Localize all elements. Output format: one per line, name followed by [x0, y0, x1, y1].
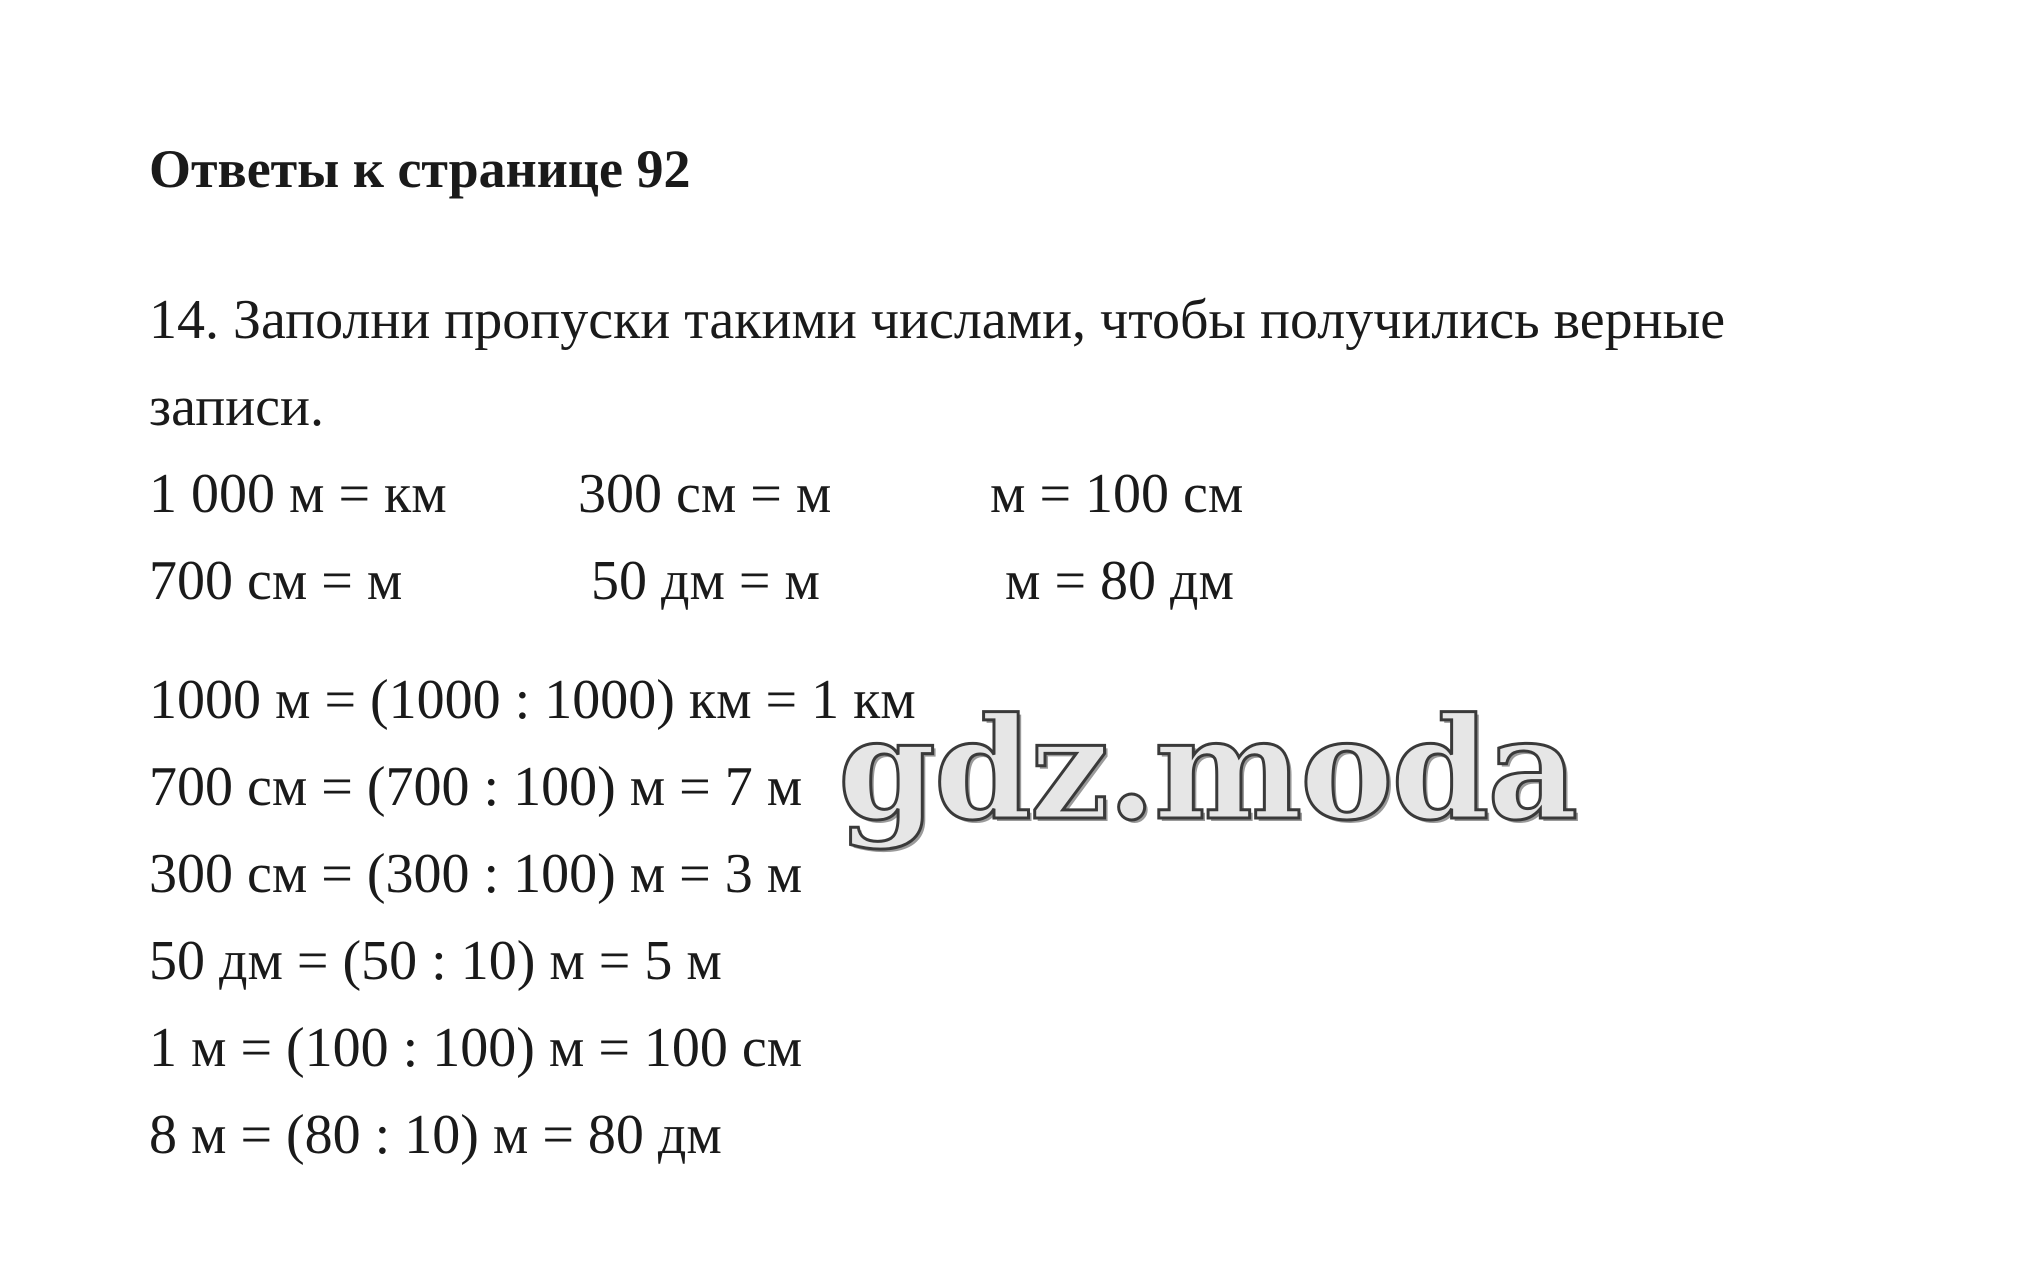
page-title: Ответы к странице 92 [149, 139, 691, 199]
exercise-item-2: 300 см = м [578, 463, 832, 525]
answer-line-5: 1 м = (100 : 100) м = 100 см [149, 1017, 803, 1079]
exercise-item-1: 1 000 м = км [149, 463, 447, 525]
answer-line-2: 700 см = (700 : 100) м = 7 м [149, 756, 803, 818]
answer-line-3: 300 см = (300 : 100) м = 3 м [149, 843, 803, 905]
answer-line-1: 1000 м = (1000 : 1000) км = 1 км [149, 669, 916, 731]
task-text-line-1: 14. Заполни пропуски такими числами, чтобы получились верные [149, 289, 1726, 351]
answer-line-6: 8 м = (80 : 10) м = 80 дм [149, 1104, 722, 1166]
exercise-item-5: 50 дм = м [591, 550, 820, 612]
task-text-line-2: записи. [149, 376, 324, 438]
exercise-item-4: 700 см = м [149, 550, 403, 612]
exercise-item-3: м = 100 см [990, 463, 1244, 525]
answer-line-4: 50 дм = (50 : 10) м = 5 м [149, 930, 722, 992]
watermark-logo: gdz.moda [838, 688, 1577, 852]
exercise-item-6: м = 80 дм [1005, 550, 1234, 612]
